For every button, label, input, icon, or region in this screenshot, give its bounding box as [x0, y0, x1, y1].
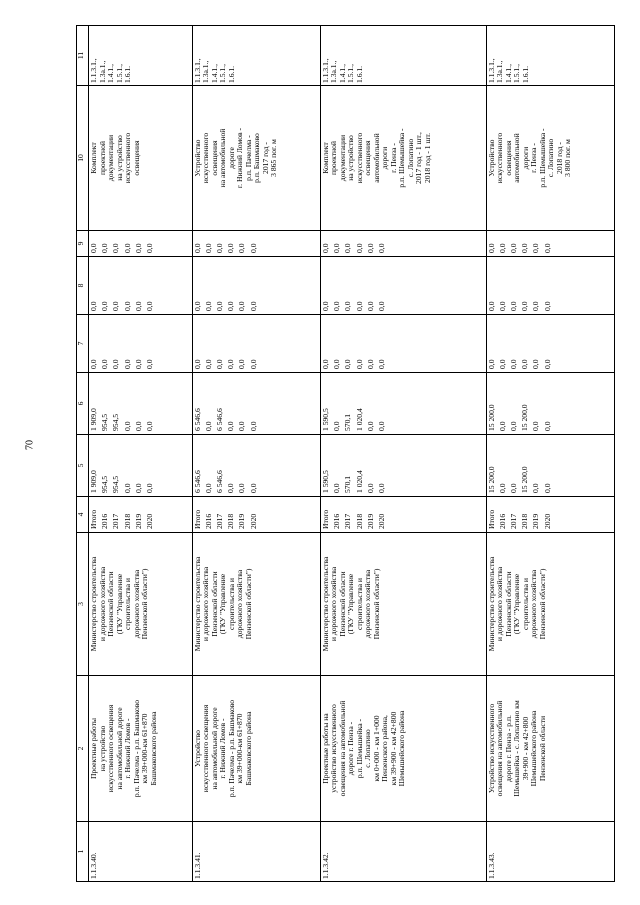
col-header-2: 2 [77, 676, 89, 822]
funding-regional-value: 0,0 [133, 421, 143, 431]
funding-regional-value: 954,5 [111, 413, 121, 431]
executor: Министерство строительства и дорожного хозяйства Пензенской области (ГКУ "Управление строительства и дорожного хозяйства Пензенской области") [192, 533, 320, 676]
col-header-3: 3 [77, 533, 89, 676]
funding-total-value: 570,1 [343, 475, 353, 493]
funding-municipal-value: 0,0 [248, 301, 258, 311]
years [320, 497, 486, 533]
funding-total-value: 6 546,6 [192, 470, 202, 493]
years-value: 2019 [531, 513, 541, 529]
funding-regional [89, 373, 193, 435]
years-value: 2020 [248, 513, 258, 529]
program-measures-table [76, 25, 615, 882]
funding-federal-value: 0,0 [133, 359, 143, 369]
funding-federal-value: 0,0 [226, 359, 236, 369]
funding-other-value: 0,0 [520, 243, 530, 253]
funding-total-value: 0,0 [365, 483, 375, 493]
funding-federal-value: 0,0 [144, 359, 154, 369]
funding-municipal-value: 0,0 [214, 301, 224, 311]
table-body [89, 26, 615, 882]
funding-federal-value: 0,0 [237, 359, 247, 369]
funding-total-value: 0,0 [237, 483, 247, 493]
years-value: 2017 [343, 513, 353, 529]
funding-federal-value: 0,0 [214, 359, 224, 369]
funding-municipal-value: 0,0 [133, 301, 143, 311]
funding-federal-value: 0,0 [365, 359, 375, 369]
funding-total-value: 0,0 [376, 483, 386, 493]
funding-federal-value: 0,0 [542, 359, 552, 369]
funding-municipal [320, 257, 486, 315]
table-row [89, 26, 193, 882]
funding-federal-value: 0,0 [486, 359, 496, 369]
funding-other [486, 231, 614, 257]
funding-total-value: 0,0 [226, 483, 236, 493]
funding-total-value: 0,0 [122, 483, 132, 493]
years-value: 2017 [214, 513, 224, 529]
funding-federal-value: 0,0 [111, 359, 121, 369]
funding-other-value: 0,0 [508, 243, 518, 253]
years [486, 497, 614, 533]
funding-municipal [89, 257, 193, 315]
col-header-1: 1 [77, 822, 89, 882]
funding-municipal-value: 0,0 [237, 301, 247, 311]
funding-federal [486, 315, 614, 373]
funding-other-value: 0,0 [531, 243, 541, 253]
funding-total-value: 0,0 [508, 483, 518, 493]
funding-federal-value: 0,0 [100, 359, 110, 369]
funding-total [192, 435, 320, 497]
col-header-9: 9 [77, 231, 89, 257]
years-value: Итого [89, 509, 98, 529]
years-value: 2016 [497, 513, 507, 529]
funding-regional-value: 954,5 [100, 413, 110, 431]
funding-municipal-value: 0,0 [531, 301, 541, 311]
col-header-7: 7 [77, 315, 89, 373]
years-value: 2019 [237, 513, 247, 529]
years-value: 2018 [226, 513, 236, 529]
funding-municipal-value: 0,0 [365, 301, 375, 311]
years-value: 2016 [100, 513, 110, 529]
funding-total-value: 0,0 [542, 483, 552, 493]
funding-municipal-value: 0,0 [343, 301, 353, 311]
funding-federal-value: 0,0 [248, 359, 258, 369]
funding-regional [486, 373, 614, 435]
funding-regional-value: 0,0 [203, 421, 213, 431]
funding-federal-value: 0,0 [354, 359, 364, 369]
funding-total-value: 0,0 [248, 483, 258, 493]
years [192, 497, 320, 533]
funding-regional [320, 373, 486, 435]
funding-municipal-value: 0,0 [542, 301, 552, 311]
years-value: 2019 [365, 513, 375, 529]
indicator-refs: 1.1.3.1., 1.3а.1., 1.4.1., 1.5.1., 1.6.1. [486, 26, 614, 86]
measure-name: Устройство искусственного освещения на автомобильной дороге г. Пенза - р.п. Шемышейка - с. Лопатино км 39+900 - км 42+800 Шемышейского района Пензенской области [486, 676, 614, 822]
funding-municipal-value: 0,0 [354, 301, 364, 311]
funding-total [89, 435, 193, 497]
funding-federal-value: 0,0 [376, 359, 386, 369]
measure-name: Проектные работы на устройство искусственного освещения на автомобильной дороге г. Нижний Ломов - р.п. Пачелма - р.п. Башмаково км 39+000-км 61+870 Башмаковского района [89, 676, 193, 822]
expected-result: Комплект проектной документации на устройство искусственного освещения автомобильной дороги г. Пенза - р.п. Шемышейка - с. Лопатино 2017 год - 1 шт., 2018 год - 1 шт. [320, 86, 486, 231]
years [89, 497, 193, 533]
funding-federal-value: 0,0 [203, 359, 213, 369]
table-row [192, 26, 320, 882]
funding-federal-value: 0,0 [520, 359, 530, 369]
years-value: 2020 [542, 513, 552, 529]
col-header-6: 6 [77, 373, 89, 435]
funding-total-value: 0,0 [497, 483, 507, 493]
funding-regional-value: 0,0 [365, 421, 375, 431]
funding-other-value: 0,0 [248, 243, 258, 253]
years-value: 2019 [133, 513, 143, 529]
funding-other [192, 231, 320, 257]
funding-total [320, 435, 486, 497]
funding-regional-value: 15 200,0 [486, 404, 496, 431]
years-value: 2016 [203, 513, 213, 529]
expected-result: Устройство искусственного освещения на автомобильной дороге г. Нижний Ломов - р.п. Пачелма - р.п. Башмаково 2017 год - 3 865 пог. м [192, 86, 320, 231]
funding-regional-value: 0,0 [508, 421, 518, 431]
years-value: 2018 [354, 513, 364, 529]
funding-other-value: 0,0 [320, 243, 330, 253]
funding-total-value: 15 200,0 [520, 466, 530, 493]
funding-other-value: 0,0 [332, 243, 342, 253]
funding-other-value: 0,0 [497, 243, 507, 253]
column-number-row [77, 26, 89, 882]
funding-federal-value: 0,0 [122, 359, 132, 369]
funding-regional-value: 570,1 [343, 413, 353, 431]
funding-federal-value: 0,0 [497, 359, 507, 369]
funding-federal-value: 0,0 [192, 359, 202, 369]
funding-other-value: 0,0 [203, 243, 213, 253]
indicator-refs: 1.1.3.1., 1.3а.1., 1.4.1., 1.5.1., 1.6.1. [89, 26, 193, 86]
measure-code: 1.1.3.41. [192, 822, 320, 882]
funding-municipal-value: 0,0 [192, 301, 202, 311]
funding-regional-value: 0,0 [376, 421, 386, 431]
col-header-11: 11 [77, 26, 89, 86]
funding-other-value: 0,0 [343, 243, 353, 253]
funding-regional-value: 0,0 [226, 421, 236, 431]
funding-total-value: 954,5 [111, 475, 121, 493]
funding-other-value: 0,0 [237, 243, 247, 253]
funding-total-value: 0,0 [133, 483, 143, 493]
years-value: 2020 [144, 513, 154, 529]
funding-federal [192, 315, 320, 373]
funding-regional-value: 0,0 [144, 421, 154, 431]
years-value: 2016 [332, 513, 342, 529]
funding-municipal [192, 257, 320, 315]
executor: Министерство строительства и дорожного хозяйства Пензенской области (ГКУ "Управление строительства и дорожного хозяйства Пензенской области") [320, 533, 486, 676]
years-value: Итого [320, 509, 330, 529]
funding-municipal-value: 0,0 [332, 301, 342, 311]
funding-municipal-value: 0,0 [111, 301, 121, 311]
funding-total-value: 0,0 [144, 483, 154, 493]
funding-other-value: 0,0 [226, 243, 236, 253]
funding-municipal [486, 257, 614, 315]
funding-municipal-value: 0,0 [376, 301, 386, 311]
funding-municipal-value: 0,0 [89, 301, 98, 311]
funding-other-value: 0,0 [111, 243, 121, 253]
funding-total-value: 0,0 [203, 483, 213, 493]
funding-other-value: 0,0 [122, 243, 132, 253]
funding-regional-value: 0,0 [542, 421, 552, 431]
funding-total-value: 6 546,6 [214, 470, 224, 493]
funding-total [486, 435, 614, 497]
col-header-4: 4 [77, 497, 89, 533]
funding-other-value: 0,0 [89, 243, 98, 253]
executor: Министерство строительства и дорожного хозяйства Пензенской области (ГКУ "Управление строительства и дорожного хозяйства Пензенской области") [486, 533, 614, 676]
measure-name: Устройство искусственного освещения на автомобильной дороге г. Нижний Ломов - р.п. Пачелма - р.п. Башмаково км 39+000-км 61+870 Башмаковского района [192, 676, 320, 822]
funding-federal-value: 0,0 [89, 359, 98, 369]
funding-regional-value: 6 546,6 [192, 408, 202, 431]
years-value: Итого [486, 509, 496, 529]
funding-federal [89, 315, 193, 373]
funding-regional-value: 0,0 [531, 421, 541, 431]
funding-municipal-value: 0,0 [520, 301, 530, 311]
funding-regional-value: 1 020,4 [354, 408, 364, 431]
funding-regional-value: 0,0 [332, 421, 342, 431]
funding-federal-value: 0,0 [320, 359, 330, 369]
funding-other-value: 0,0 [542, 243, 552, 253]
funding-regional-value: 0,0 [122, 421, 132, 431]
expected-result: Комплект проектной документации на устройство искусственного освещения [89, 86, 193, 231]
funding-other-value: 0,0 [354, 243, 364, 253]
funding-regional [192, 373, 320, 435]
measure-code: 1.1.3.42. [320, 822, 486, 882]
funding-total-value: 1 590,5 [320, 470, 330, 493]
indicator-refs: 1.1.3.1., 1.3а.1., 1.4.1., 1.5.1., 1.6.1. [320, 26, 486, 86]
funding-other-value: 0,0 [365, 243, 375, 253]
funding-other-value: 0,0 [486, 243, 496, 253]
funding-other-value: 0,0 [376, 243, 386, 253]
years-value: 2020 [376, 513, 386, 529]
col-header-10: 10 [77, 86, 89, 231]
indicator-refs: 1.1.3.1., 1.3а.1., 1.4.1., 1.5.1., 1.6.1. [192, 26, 320, 86]
funding-regional-value: 6 546,6 [214, 408, 224, 431]
funding-federal-value: 0,0 [531, 359, 541, 369]
table-row [486, 26, 614, 882]
funding-total-value: 0,0 [531, 483, 541, 493]
funding-federal-value: 0,0 [343, 359, 353, 369]
executor: Министерство строительства и дорожного хозяйства Пензенской области (ГКУ "Управление строительства и дорожного хозяйства Пензенской области") [89, 533, 193, 676]
funding-total-value: 1 020,4 [354, 470, 364, 493]
measure-code: 1.1.3.43. [486, 822, 614, 882]
funding-federal-value: 0,0 [332, 359, 342, 369]
funding-other [320, 231, 486, 257]
funding-municipal-value: 0,0 [486, 301, 496, 311]
funding-regional-value: 0,0 [248, 421, 258, 431]
funding-municipal-value: 0,0 [144, 301, 154, 311]
funding-municipal-value: 0,0 [122, 301, 132, 311]
funding-total-value: 15 200,0 [486, 466, 496, 493]
funding-regional-value: 1 590,5 [320, 408, 330, 431]
funding-other-value: 0,0 [192, 243, 202, 253]
funding-municipal-value: 0,0 [508, 301, 518, 311]
funding-other-value: 0,0 [133, 243, 143, 253]
years-value: 2017 [508, 513, 518, 529]
expected-result: Устройство искусственного освещения автомобильной дороги г. Пенза - р.п. Шемышейка - с. Лопатино 2018 год - 3 800 пог. м [486, 86, 614, 231]
col-header-8: 8 [77, 257, 89, 315]
measure-code: 1.1.3.40. [89, 822, 193, 882]
funding-other-value: 0,0 [100, 243, 110, 253]
years-value: 2017 [111, 513, 121, 529]
funding-municipal-value: 0,0 [226, 301, 236, 311]
funding-total-value: 1 909,0 [89, 470, 98, 493]
funding-municipal-value: 0,0 [497, 301, 507, 311]
funding-regional-value: 1 909,0 [89, 408, 98, 431]
funding-municipal-value: 0,0 [100, 301, 110, 311]
measure-name: Проектные работы на устройство искусственного освещения на автомобильной дороге г. Пенза - р.п. Шемышейка - с. Лопатино км 0+000 - км 1+000 Пензенского района, км 39+900 - км 42+800 Шемышейского района [320, 676, 486, 822]
years-value: 2018 [520, 513, 530, 529]
funding-regional-value: 15 200,0 [520, 404, 530, 431]
funding-federal [320, 315, 486, 373]
funding-total-value: 954,5 [100, 475, 110, 493]
page-number: 70 [24, 440, 36, 450]
years-value: Итого [192, 509, 202, 529]
funding-total-value: 0,0 [332, 483, 342, 493]
funding-other-value: 0,0 [214, 243, 224, 253]
funding-federal-value: 0,0 [508, 359, 518, 369]
funding-other [89, 231, 193, 257]
funding-regional-value: 0,0 [237, 421, 247, 431]
rotated-table-wrapper [76, 26, 615, 882]
col-header-5: 5 [77, 435, 89, 497]
funding-municipal-value: 0,0 [320, 301, 330, 311]
table-row [320, 26, 486, 882]
years-value: 2018 [122, 513, 132, 529]
funding-other-value: 0,0 [144, 243, 154, 253]
funding-municipal-value: 0,0 [203, 301, 213, 311]
funding-regional-value: 0,0 [497, 421, 507, 431]
